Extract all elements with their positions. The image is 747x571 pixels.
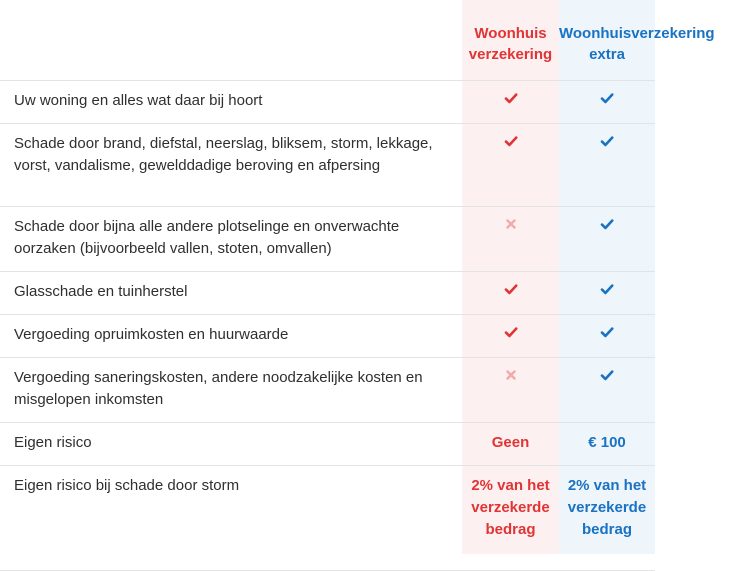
feature-label: Glasschade en tuinherstel	[0, 271, 462, 314]
table-row	[0, 206, 747, 271]
plan-basic-cell	[462, 123, 559, 206]
plan-extra-value: € 100	[559, 422, 655, 465]
check-icon	[504, 325, 518, 339]
table-row	[0, 80, 747, 123]
table-row	[0, 314, 747, 357]
feature-label: Eigen risico bij schade door storm	[0, 465, 462, 570]
plan-extra-header: Woonhuisverzekering extra	[559, 25, 715, 63]
check-icon	[600, 134, 614, 148]
cross-icon	[504, 217, 518, 231]
plan-basic-cell	[462, 271, 559, 314]
plan-basic-header: Woonhuis verzekering	[468, 25, 553, 63]
plan-basic-value: 2% van het verzekerde bedrag	[462, 465, 559, 570]
plan-extra-cell	[559, 123, 655, 206]
table-row	[0, 465, 747, 570]
table-row	[0, 357, 747, 422]
plan-basic-cell	[462, 314, 559, 357]
plan-extra-cell	[559, 314, 655, 357]
check-icon	[600, 91, 614, 105]
table-row	[0, 123, 747, 206]
table-row	[0, 422, 747, 465]
check-icon	[600, 282, 614, 296]
plan-basic-cell	[462, 357, 559, 422]
check-icon	[504, 282, 518, 296]
plan-extra-value: 2% van het verzekerde bedrag	[559, 465, 655, 570]
plan-basic-value: Geen	[462, 422, 559, 465]
check-icon	[600, 368, 614, 382]
plan-extra-cell	[559, 206, 655, 271]
cross-icon	[504, 368, 518, 382]
table-row	[0, 271, 747, 314]
check-icon	[600, 217, 614, 231]
feature-label: Vergoeding saneringskosten, andere noodzakelijke kosten en misgelopen inkomsten	[0, 357, 462, 422]
header-row	[0, 0, 747, 80]
plan-extra-cell	[559, 357, 655, 422]
plan-basic-cell	[462, 80, 559, 123]
feature-label: Schade door brand, diefstal, neerslag, bliksem, storm, lekkage, vorst, vandalisme, gewelddadige beroving en afpersing	[0, 123, 462, 206]
plan-basic-cell	[462, 206, 559, 271]
check-icon	[504, 134, 518, 148]
plan-extra-cell	[559, 271, 655, 314]
feature-label: Eigen risico	[0, 422, 462, 465]
feature-label: Schade door bijna alle andere plotselinge en onverwachte oorzaken (bijvoorbeeld vallen, stoten, omvallen)	[0, 206, 462, 271]
plan-extra-cell	[559, 80, 655, 123]
check-icon	[504, 91, 518, 105]
feature-header	[0, 0, 462, 80]
feature-label: Uw woning en alles wat daar bij hoort	[0, 80, 462, 123]
check-icon	[600, 325, 614, 339]
feature-label: Vergoeding opruimkosten en huurwaarde	[0, 314, 462, 357]
